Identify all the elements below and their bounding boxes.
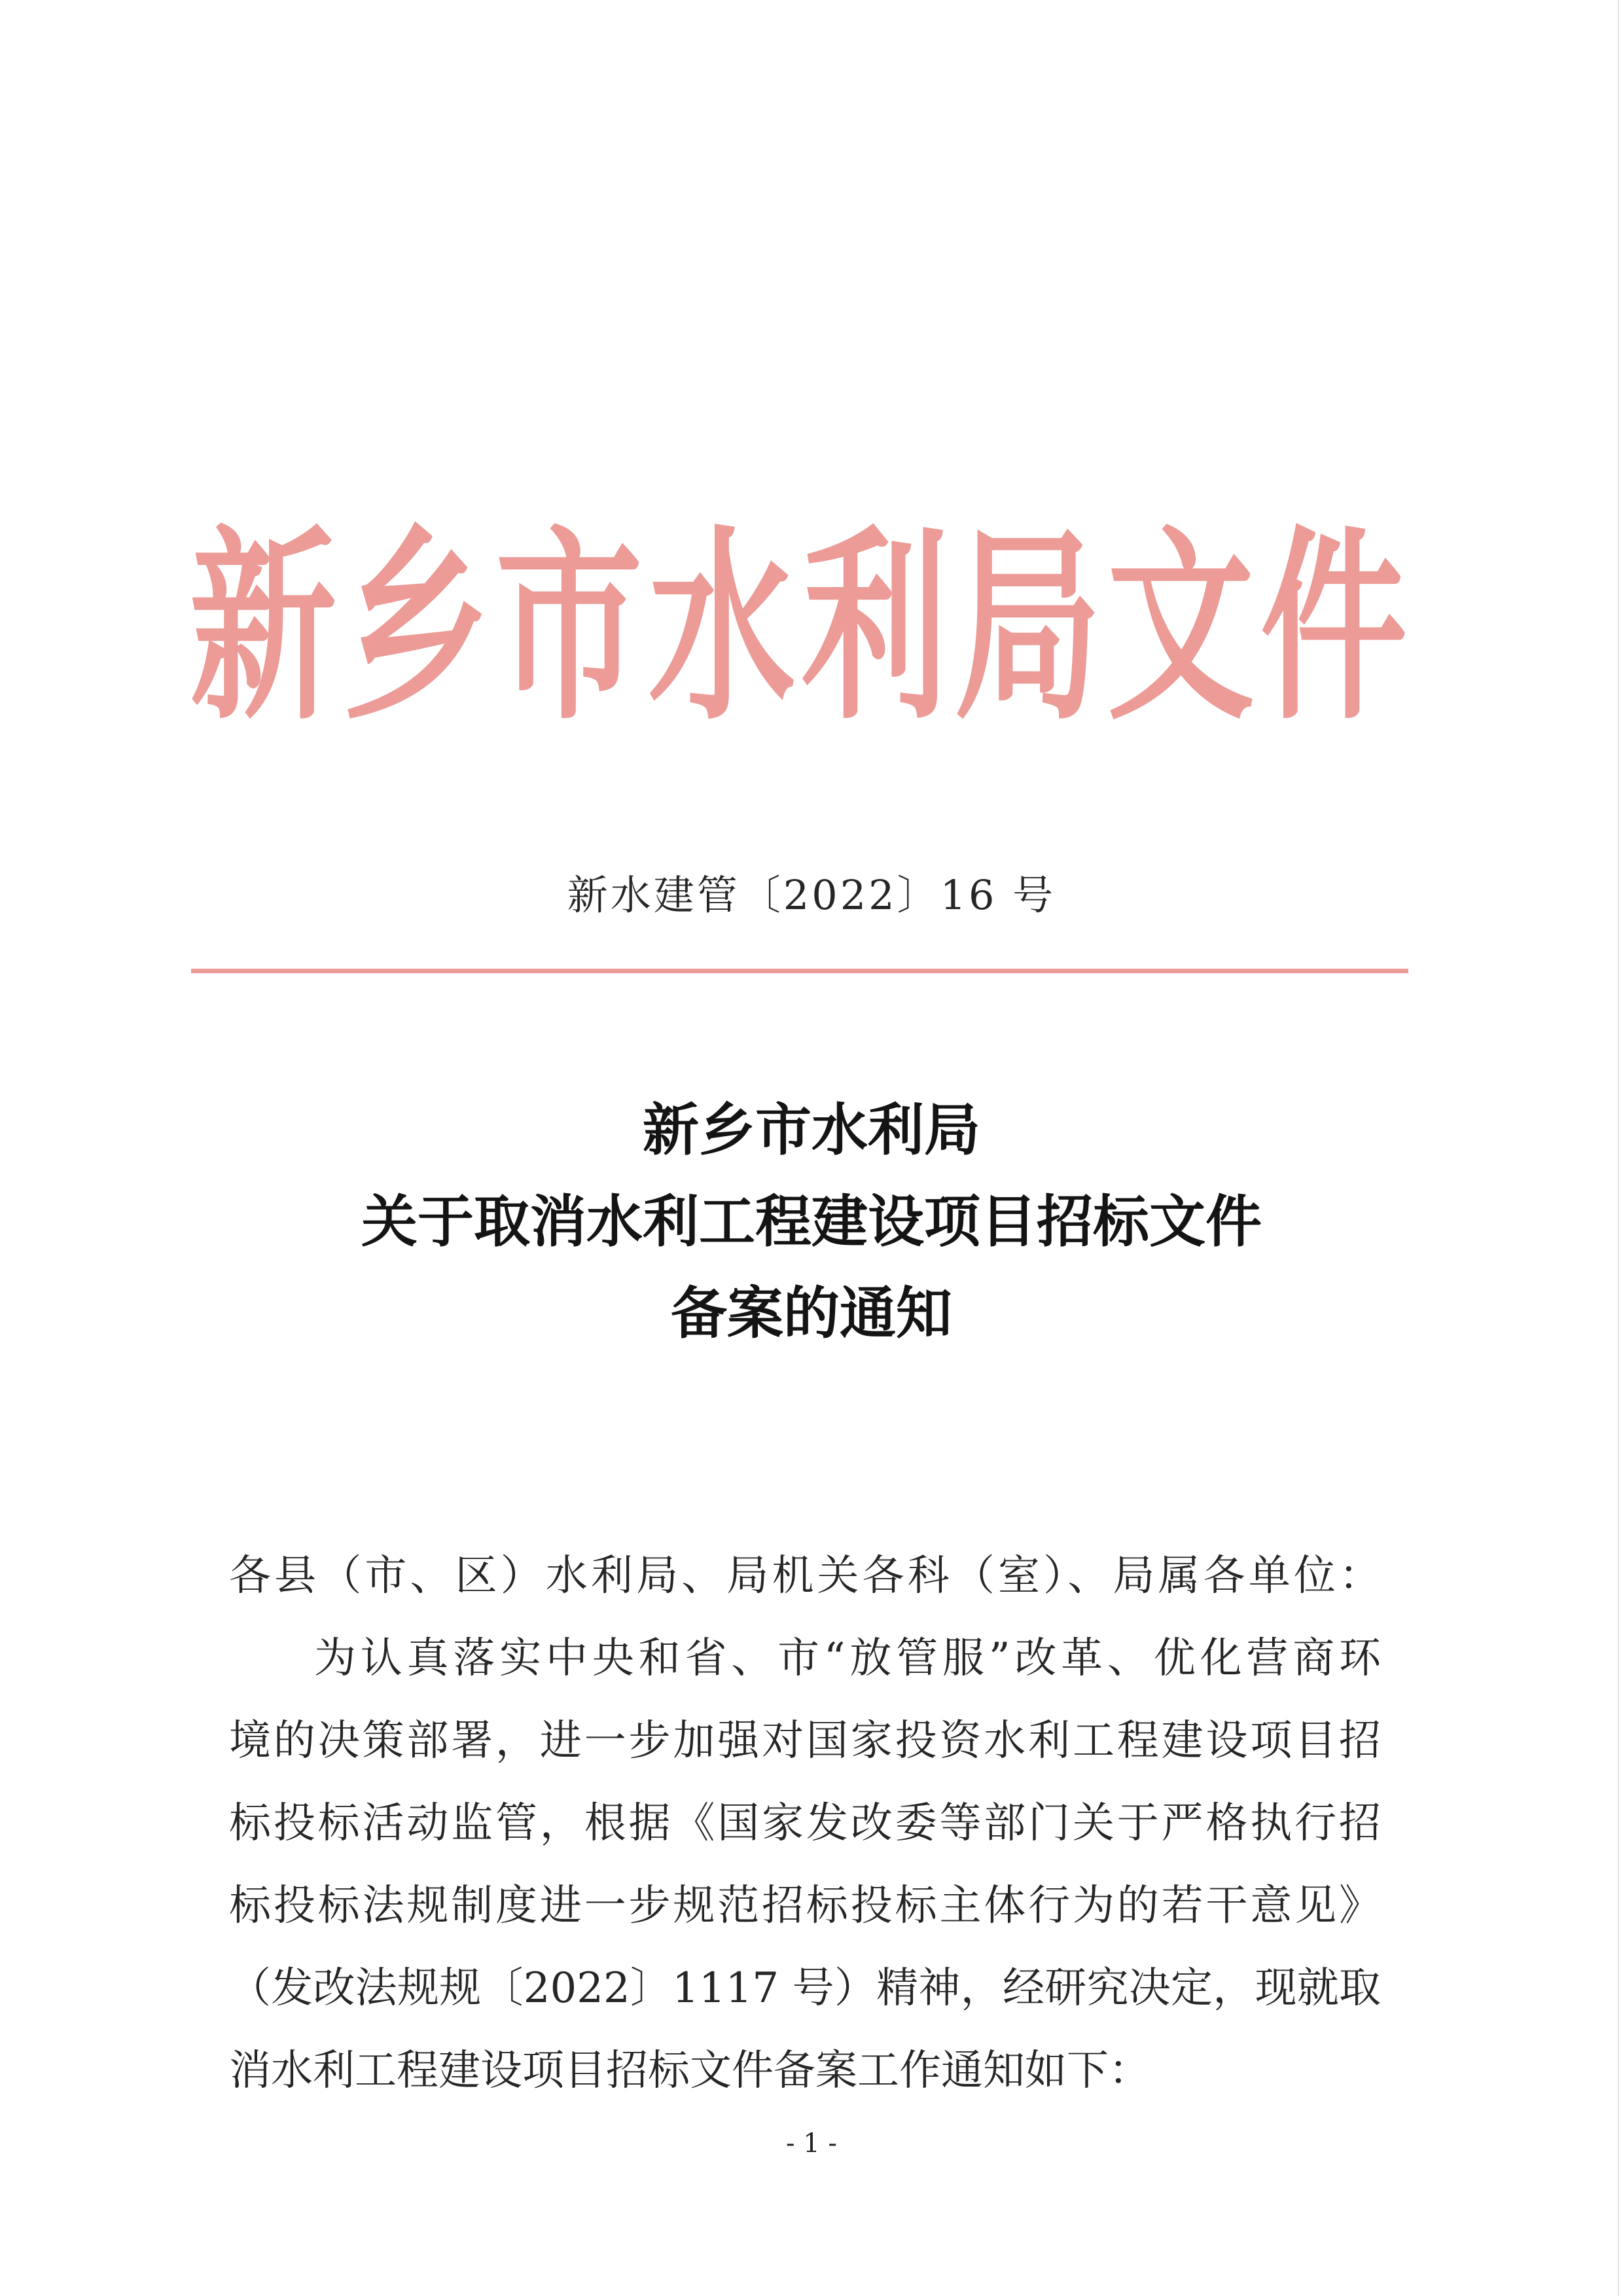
masthead-char: 件	[1260, 508, 1407, 747]
page-number: - 1 -	[786, 2128, 837, 2159]
masthead	[190, 508, 1407, 747]
paragraph-line: 标投标活动监管，根据《国家发改委等部门关于严格执行招	[229, 1799, 1381, 1848]
masthead-char: 文	[1107, 508, 1255, 747]
body-text	[229, 1535, 1381, 2112]
masthead-char: 局	[954, 508, 1101, 747]
red-divider	[191, 969, 1408, 973]
title-line: 关于取消水利工程建设项目招标文件	[361, 1189, 1262, 1255]
paragraph-line: （发改法规规〔2022〕1117 号）精神，经研究决定，现就取	[229, 1964, 1381, 2013]
title-line: 新乡市水利局	[643, 1098, 980, 1163]
paragraph-line: 标投标法规制度进一步规范招标投标主体行为的若干意见》	[229, 1882, 1381, 1930]
paragraph-line: 为认真落实中央和省、市“放管服”改革、优化营商环	[314, 1634, 1381, 1683]
masthead-char: 市	[495, 508, 643, 747]
masthead-char: 乡	[342, 508, 490, 747]
paragraph-line: 境的决策部署，进一步加强对国家投资水利工程建设项目招	[229, 1717, 1381, 1765]
paragraph-line: 消水利工程建设项目招标文件备案工作通知如下：	[229, 2047, 1150, 2095]
masthead-char: 新	[190, 508, 336, 747]
title-line: 备案的通知	[671, 1281, 952, 1346]
masthead-char: 水	[649, 508, 796, 747]
document-number: 新水建管〔2022〕16 号	[567, 871, 1056, 919]
masthead-char: 利	[801, 508, 948, 747]
salutation: 各县（市、区）水利局、局机关各科（室）、局属各单位：	[229, 1552, 1381, 1600]
